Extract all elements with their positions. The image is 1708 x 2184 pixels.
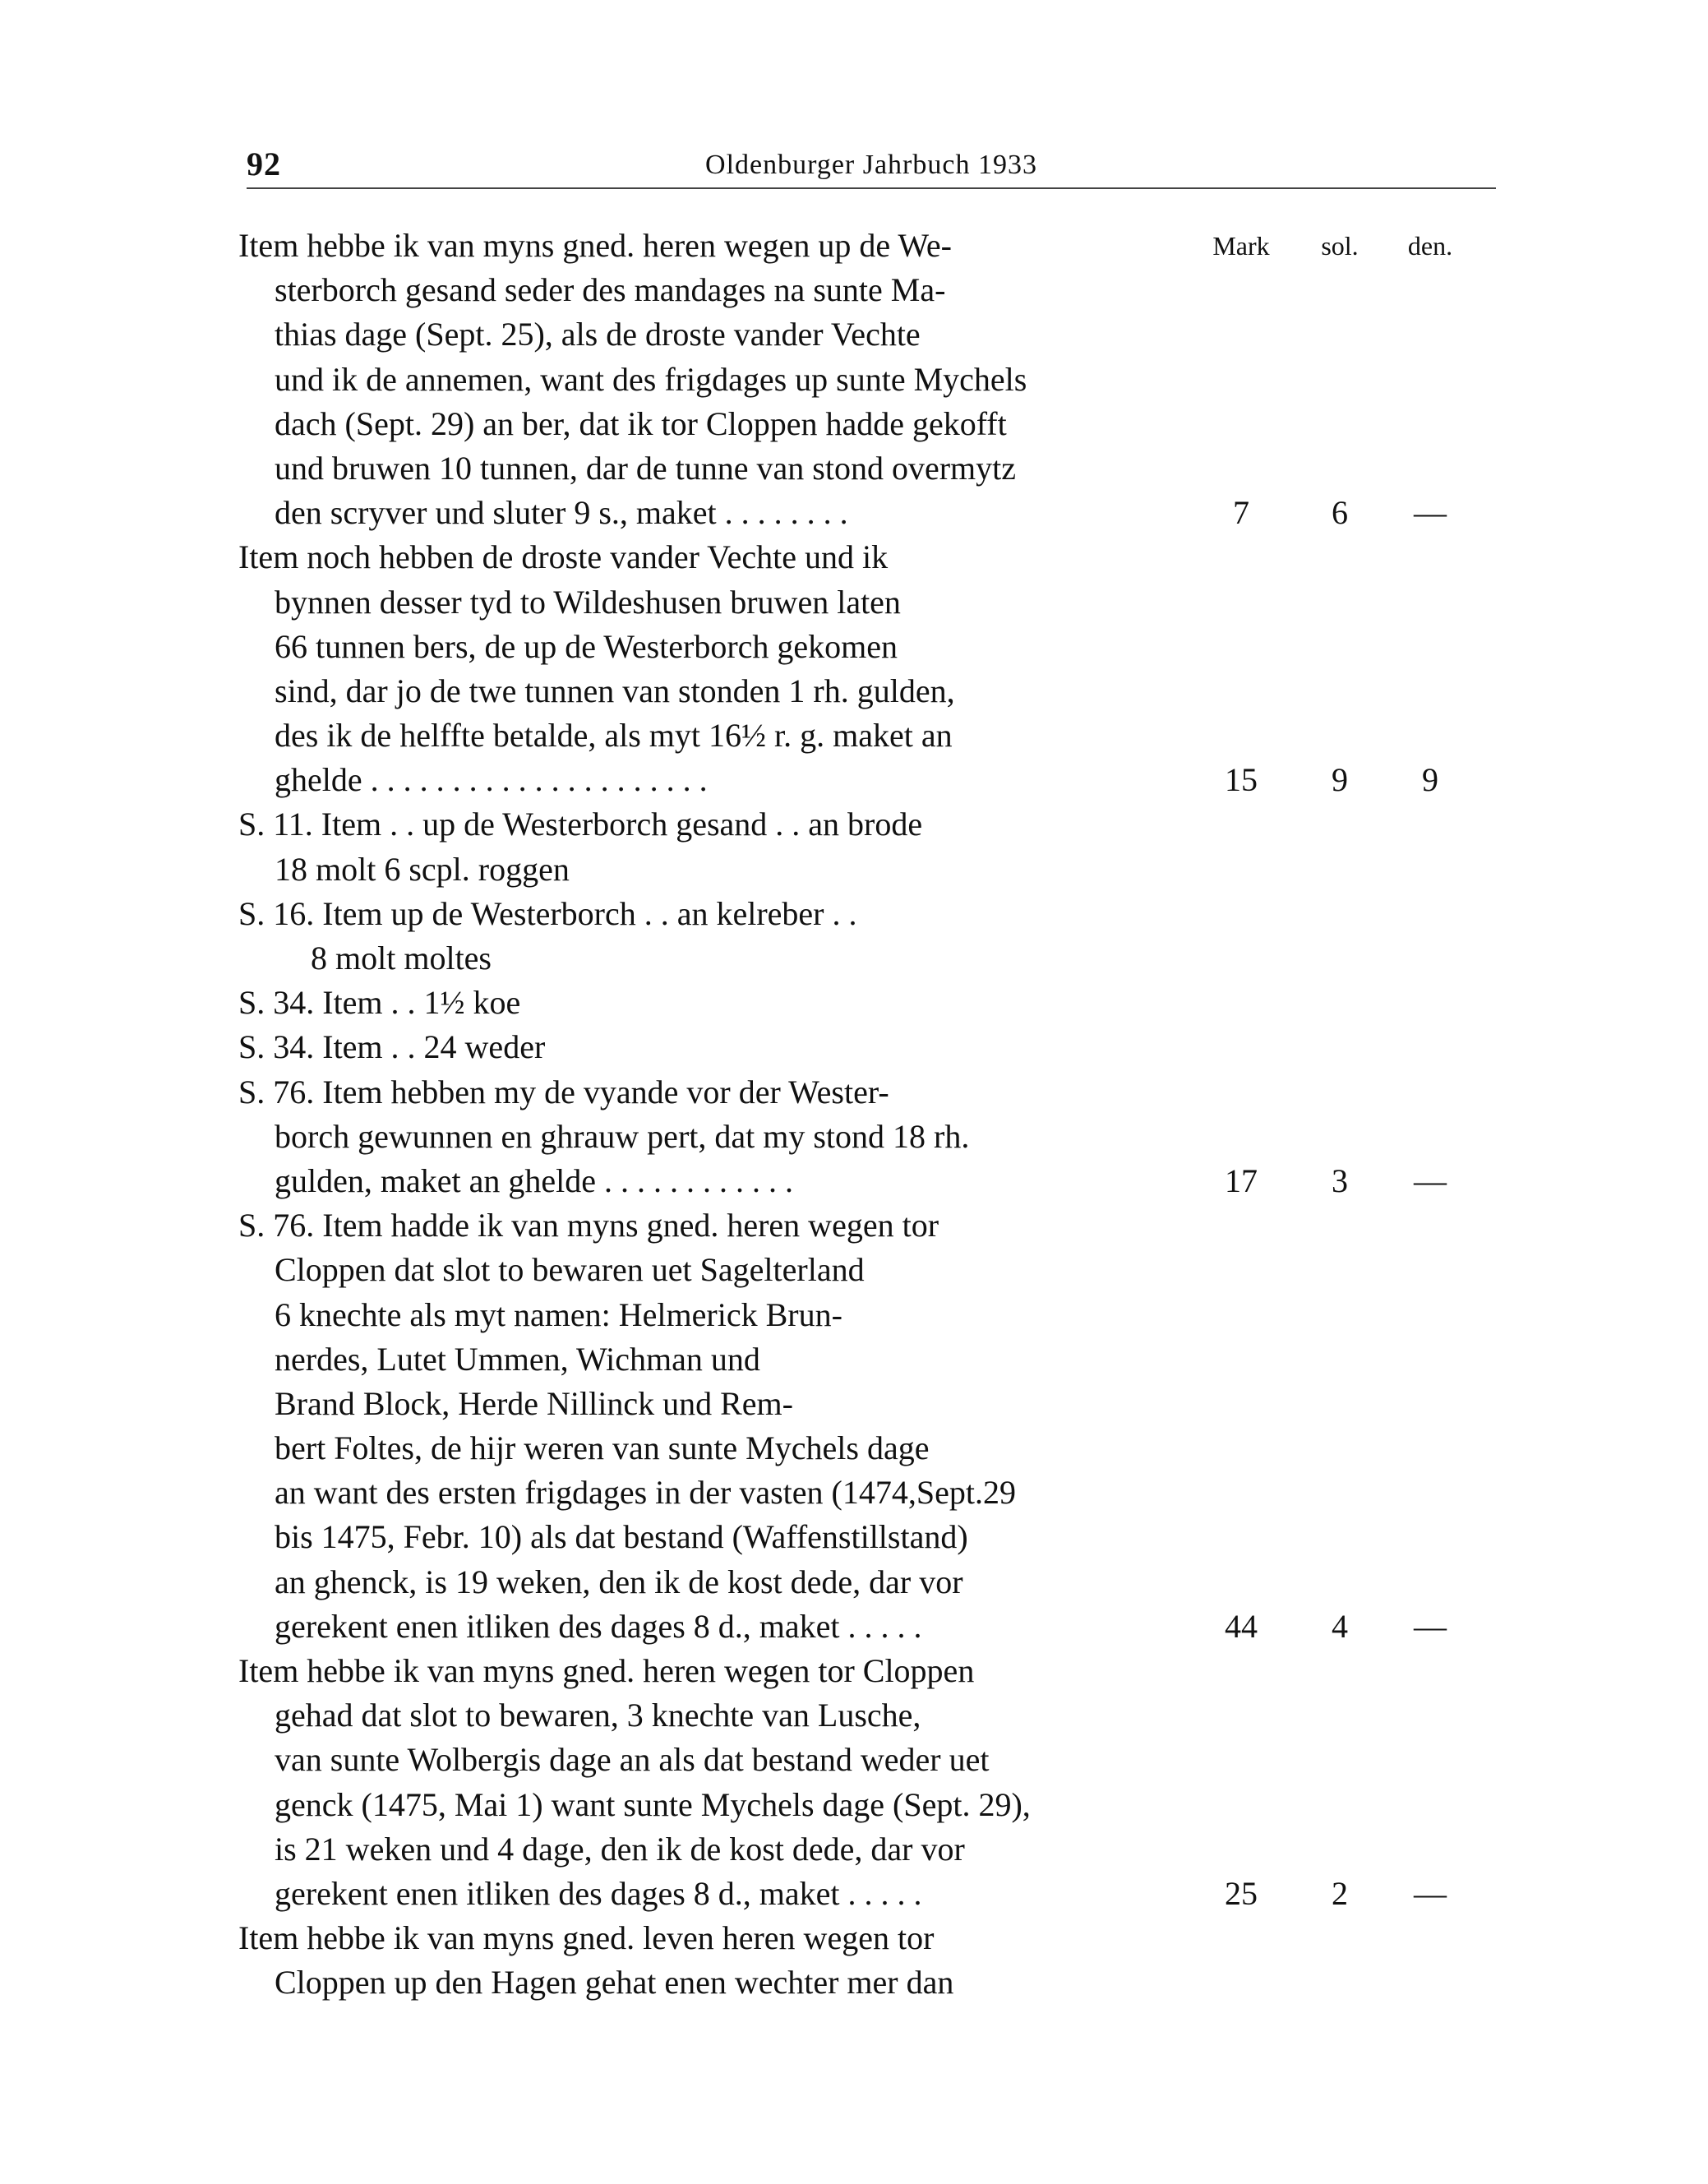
ledger-text: bis 1475, Febr. 10) als dat bestand (Waffenstillstand) [275, 1518, 968, 1556]
sol-value: 2 [1332, 1874, 1348, 1912]
ledger-line [238, 1293, 1488, 1337]
ledger-text: sterborch gesand seder des mandages na sunte Ma- [275, 271, 946, 309]
ledger-text: 6 knechte als myt namen: Helmerick Brun- [275, 1295, 842, 1333]
ledger-text: Item hebbe ik van myns gned. heren wegen tor Cloppen [238, 1652, 975, 1689]
ledger-line [238, 402, 1488, 446]
den-value: — [1414, 1607, 1447, 1645]
den-value: — [1414, 494, 1447, 532]
ledger-line [238, 1515, 1488, 1559]
running-title: Oldenburger Jahrbuch 1933 [705, 150, 1037, 180]
ledger-line [238, 847, 1488, 892]
ledger-text: thias dage (Sept. 25), als de droste vander Vechte [275, 316, 921, 353]
ledger-text: bert Foltes, de hijr weren van sunte Mychels dage [275, 1429, 930, 1467]
ledger-text: ghelde . . . . . . . . . . . . . . . . . . . . . [275, 761, 708, 799]
mark-value: 25 [1225, 1874, 1258, 1912]
ledger-line [238, 713, 1488, 758]
ledger-line [238, 1827, 1488, 1872]
ledger-line [238, 1426, 1488, 1471]
ledger-text: 8 molt moltes [311, 940, 492, 977]
mark-column-header: Mark [1212, 231, 1270, 261]
ledger-line [238, 491, 1488, 535]
sol-value: 6 [1332, 494, 1348, 532]
ledger-line [238, 1025, 1488, 1069]
mark-value: 17 [1225, 1161, 1258, 1199]
ledger-text: S. 76. Item hadde ik van myns gned. heren wegen tor [238, 1207, 939, 1244]
ledger-text: is 21 weken und 4 dage, den ik de kost dede, dar vor [275, 1830, 965, 1868]
ledger-line [238, 1382, 1488, 1426]
ledger-text: 66 tunnen bers, de up de Westerborch gekomen [275, 627, 898, 665]
ledger-text: S. 11. Item . . up de Westerborch gesand . . an brode [238, 806, 923, 843]
den-value: — [1414, 1874, 1447, 1912]
ledger-line [238, 892, 1488, 936]
ledger-line [238, 1649, 1488, 1693]
ledger-text: S. 34. Item . . 24 weder [238, 1028, 546, 1066]
ledger-text: genck (1475, Mai 1) want sunte Mychels dage (Sept. 29), [275, 1785, 1031, 1823]
ledger-text: und ik de annemen, want des frigdages up sunte Mychels [275, 360, 1027, 398]
ledger-text: und bruwen 10 tunnen, dar de tunne van stond overmytz [275, 449, 1017, 487]
ledger-text: S. 34. Item . . 1½ koe [238, 984, 521, 1022]
ledger-line [238, 224, 1488, 268]
ledger-text: bynnen desser tyd to Wildeshusen bruwen laten [275, 583, 901, 621]
ledger-line [238, 625, 1488, 669]
ledger-text: 18 molt 6 scpl. roggen [275, 850, 570, 888]
ledger-line [238, 1960, 1488, 2005]
ledger-line [238, 669, 1488, 713]
ledger-text: S. 76. Item hebben my de vyande vor der Wester- [238, 1073, 889, 1110]
den-value: — [1414, 1161, 1447, 1199]
sol-value: 3 [1332, 1161, 1348, 1199]
ledger-line [238, 1605, 1488, 1649]
sol-column-header: sol. [1321, 231, 1359, 261]
ledger-line [238, 1872, 1488, 1916]
den-column-header: den. [1407, 231, 1453, 261]
ledger-line [238, 758, 1488, 802]
ledger-text: gulden, maket an ghelde . . . . . . . . . . . . [275, 1161, 793, 1199]
ledger-text: gehad dat slot to bewaren, 3 knechte van Lusche, [275, 1697, 921, 1734]
ledger-line [238, 1738, 1488, 1782]
ledger-line [238, 1070, 1488, 1115]
ledger-text: Item hebbe ik van myns gned. heren wegen up de We- [238, 227, 952, 264]
ledger-text: des ik de helffte betalde, als myt 16½ r. g. maket an [275, 717, 953, 755]
ledger-line [238, 1248, 1488, 1292]
ledger-line [238, 580, 1488, 625]
ledger-line [238, 1337, 1488, 1382]
ledger-text: an want des ersten frigdages in der vasten (1474,Sept.29 [275, 1474, 1016, 1512]
ledger-line [238, 1115, 1488, 1159]
ledger-line [238, 802, 1488, 847]
mark-value: 15 [1225, 761, 1258, 799]
ledger-line [238, 1916, 1488, 1960]
ledger-line [238, 1783, 1488, 1827]
ledger-text: Cloppen dat slot to bewaren uet Sagelterland [275, 1251, 865, 1289]
ledger-line [238, 1203, 1488, 1248]
ledger-line [238, 446, 1488, 491]
ledger-line [238, 268, 1488, 312]
ledger-text: S. 16. Item up de Westerborch . . an kelreber . . [238, 894, 857, 932]
ledger-text: Item hebbe ik van myns gned. leven heren wegen tor [238, 1919, 935, 1957]
mark-value: 44 [1225, 1607, 1258, 1645]
ledger-line [238, 1471, 1488, 1515]
running-header [247, 145, 1496, 189]
sol-value: 9 [1332, 761, 1348, 799]
ledger-line [238, 535, 1488, 579]
ledger-text: van sunte Wolbergis dage an als dat bestand weder uet [275, 1741, 990, 1779]
ledger-text: sind, dar jo de twe tunnen van stonden 1 rh. gulden, [275, 672, 955, 709]
ledger-text: dach (Sept. 29) an ber, dat ik tor Cloppen hadde gekofft [275, 404, 1007, 442]
ledger-text: gerekent enen itliken des dages 8 d., maket . . . . . [275, 1607, 922, 1645]
ledger-text: nerdes, Lutet Ummen, Wichman und [275, 1340, 760, 1378]
ledger-text: borch gewunnen en ghrauw pert, dat my stond 18 rh. [275, 1117, 970, 1155]
ledger-line [238, 1693, 1488, 1738]
ledger-text: Item noch hebben de droste vander Vechte und ik [238, 538, 889, 576]
ledger-text: an ghenck, is 19 weken, den ik de kost dede, dar vor [275, 1563, 963, 1600]
ledger-text: Cloppen up den Hagen gehat enen wechter mer dan [275, 1964, 954, 2002]
ledger-line [238, 981, 1488, 1025]
page-number: 92 [247, 145, 281, 182]
sol-value: 4 [1332, 1607, 1348, 1645]
ledger-text: gerekent enen itliken des dages 8 d., maket . . . . . [275, 1874, 922, 1912]
ledger-line [238, 358, 1488, 402]
ledger-text: Brand Block, Herde Nillinck und Rem- [275, 1384, 793, 1422]
ledger-line [238, 1159, 1488, 1203]
ledger-line [238, 936, 1488, 981]
ledger-body [238, 224, 1488, 2006]
ledger-line [238, 312, 1488, 357]
ledger-text: den scryver und sluter 9 s., maket . . . . . . . . [275, 494, 848, 532]
ledger-line [238, 1560, 1488, 1605]
den-value: 9 [1422, 761, 1438, 799]
mark-value: 7 [1233, 494, 1249, 532]
